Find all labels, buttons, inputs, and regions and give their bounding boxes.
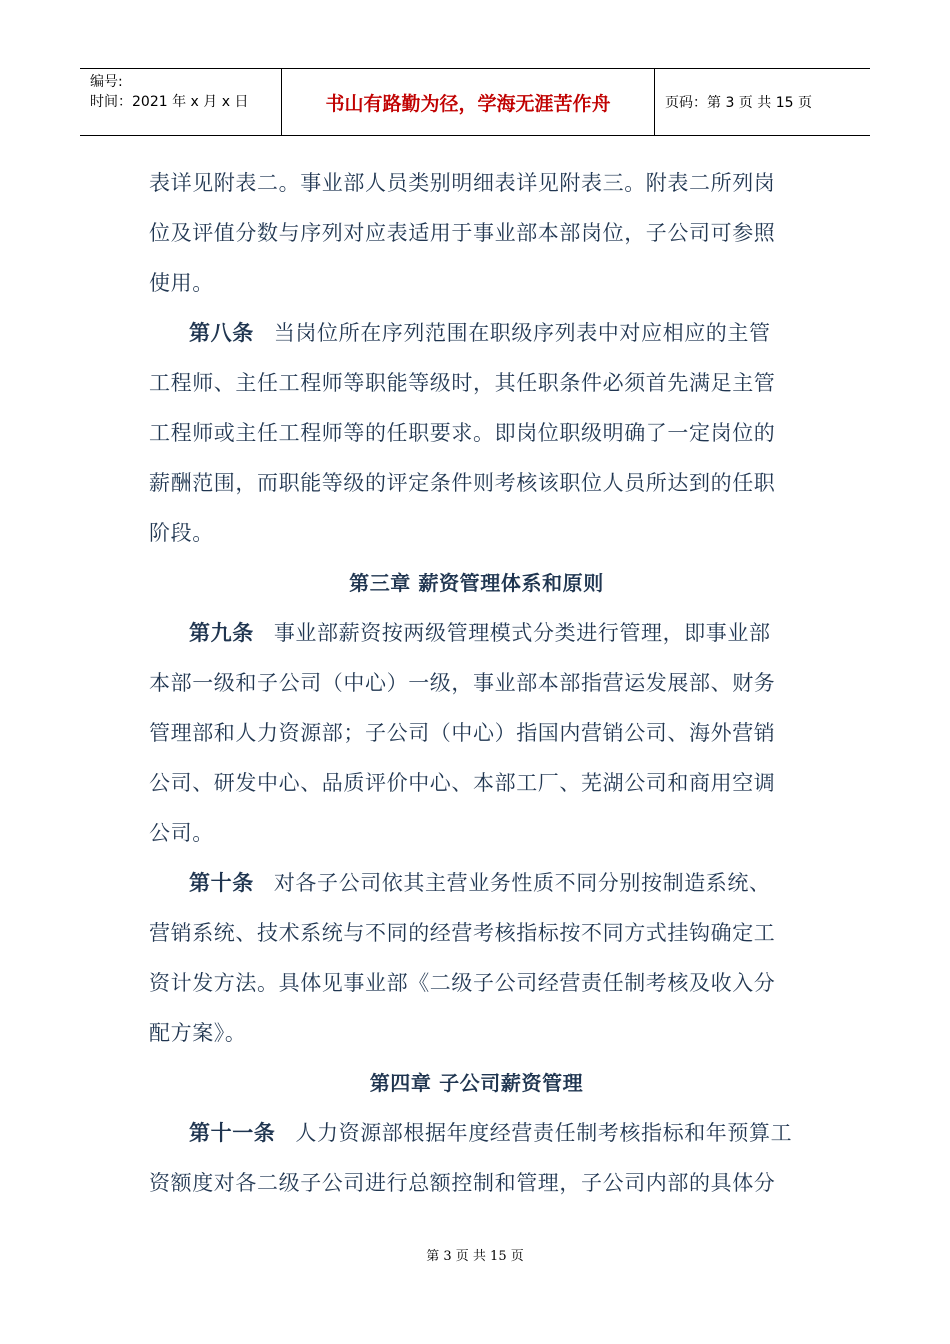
chapter-heading: 第四章 子公司薪资管理 bbox=[369, 1071, 584, 1095]
article-8-first-line bbox=[149, 308, 804, 358]
article-text: 事业部薪资按两级管理模式分类进行管理，即事业部 bbox=[273, 621, 771, 645]
article-text: 当岗位所在序列范围在职级序列表中对应相应的主管 bbox=[273, 321, 771, 345]
article-text: 人力资源部根据年度经营责任制考核指标和年预算工 bbox=[295, 1121, 793, 1145]
chapter-heading: 第三章 薪资管理体系和原则 bbox=[349, 571, 604, 595]
paragraph-line: 资计发方法。具体见事业部《二级子公司经营责任制考核及收入分 bbox=[149, 971, 776, 995]
page-footer: 第 3 页 共 15 页 bbox=[426, 1249, 524, 1264]
doc-number-label: 编号: bbox=[90, 74, 123, 90]
article-title: 第八条 bbox=[189, 320, 254, 345]
paragraph-line: 工程师或主任工程师等的任职要求。即岗位职级明确了一定岗位的 bbox=[149, 421, 776, 445]
paragraph-line: 表详见附表二。事业部人员类别明细表详见附表三。附表二所列岗 bbox=[149, 171, 776, 195]
document-body bbox=[149, 158, 804, 1208]
article-9-first-line bbox=[149, 608, 804, 658]
article-text: 对各子公司依其主营业务性质不同分别按制造系统、 bbox=[273, 871, 771, 895]
paragraph-line: 资额度对各二级子公司进行总额控制和管理，子公司内部的具体分 bbox=[149, 1171, 776, 1195]
header-meta bbox=[80, 69, 281, 135]
paragraph-line: 公司、研发中心、品质评价中心、本部工厂、芜湖公司和商用空调 bbox=[149, 771, 776, 795]
paragraph-line: 阶段。 bbox=[149, 521, 214, 545]
paragraph-line: 配方案》。 bbox=[149, 1021, 247, 1045]
paragraph-line: 公司。 bbox=[149, 821, 214, 845]
article-title: 第九条 bbox=[189, 620, 254, 645]
article-title: 第十条 bbox=[189, 870, 254, 895]
article-11-first-line bbox=[149, 1108, 804, 1158]
doc-date-label: 时间：2021 年 x 月 x 日 bbox=[90, 94, 249, 110]
paragraph-line: 位及评值分数与序列对应表适用于事业部本部岗位，子公司可参照 bbox=[149, 221, 776, 245]
paragraph-line: 薪酬范围，而职能等级的评定条件则考核该职位人员所达到的任职 bbox=[149, 471, 776, 495]
article-title: 第十一条 bbox=[189, 1120, 276, 1145]
paragraph-line: 营销系统、技术系统与不同的经营考核指标按不同方式挂钩确定工 bbox=[149, 921, 776, 945]
document-header bbox=[80, 68, 870, 136]
header-page-label: 页码：第 3 页 共 15 页 bbox=[665, 95, 812, 111]
paragraph-line: 本部一级和子公司（中心）一级，事业部本部指营运发展部、财务 bbox=[149, 671, 776, 695]
header-motto: 书山有路勤为径，学海无涯苦作舟 bbox=[281, 69, 655, 135]
article-10-first-line bbox=[149, 858, 804, 908]
paragraph-line: 使用。 bbox=[149, 271, 214, 295]
paragraph-line: 工程师、主任工程师等职能等级时，其任职条件必须首先满足主管 bbox=[149, 371, 776, 395]
paragraph-line: 管理部和人力资源部；子公司（中心）指国内营销公司、海外营销 bbox=[149, 721, 776, 745]
